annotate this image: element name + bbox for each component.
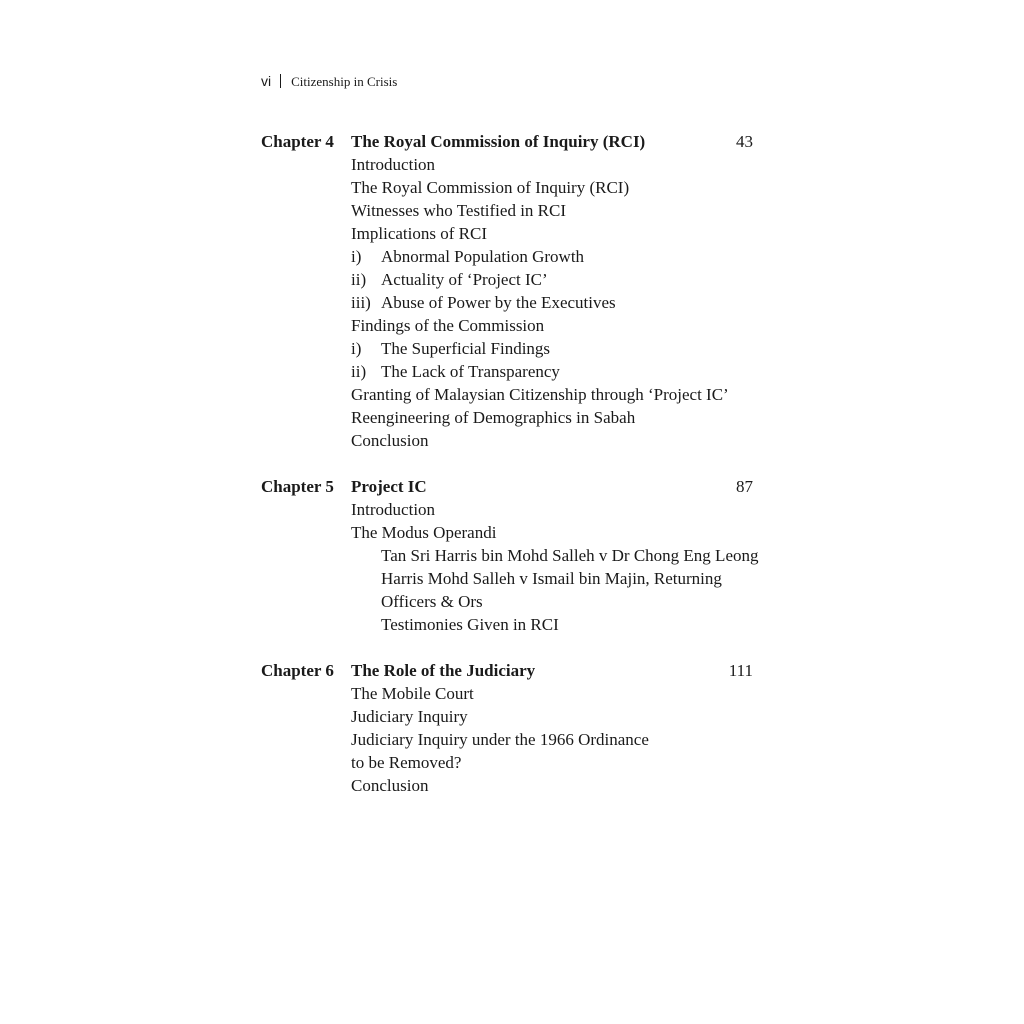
entry-text: Harris Mohd Salleh v Ismail bin Majin, Returning bbox=[381, 569, 722, 588]
chapter-page-number: 87 bbox=[736, 477, 753, 496]
entry-text: Testimonies Given in RCI bbox=[381, 615, 559, 634]
header-divider bbox=[280, 74, 281, 88]
toc-subentry bbox=[261, 360, 761, 383]
toc-entry bbox=[261, 774, 761, 797]
running-head bbox=[261, 72, 397, 91]
entry-text: The Royal Commission of Inquiry (RCI) bbox=[351, 178, 630, 197]
toc-entry bbox=[261, 521, 761, 544]
chapter-5 bbox=[261, 475, 761, 636]
toc-entry bbox=[261, 314, 761, 337]
toc-entry bbox=[261, 176, 761, 199]
entry-text: Reengineering of Demographics in Sabah bbox=[351, 408, 636, 427]
entry-text: Implications of RCI bbox=[351, 224, 487, 243]
chapter-6 bbox=[261, 659, 761, 797]
entry-text: Abnormal Population Growth bbox=[381, 247, 585, 266]
entry-numeral: iii) bbox=[351, 293, 371, 312]
entry-text: Judiciary Inquiry under the 1966 Ordinance bbox=[351, 730, 649, 749]
entry-text: Actuality of ‘Project IC’ bbox=[381, 270, 548, 289]
entry-text: Abuse of Power by the Executives bbox=[381, 293, 616, 312]
toc-subentry bbox=[261, 567, 761, 590]
toc-entry bbox=[261, 751, 761, 774]
toc-subentry bbox=[261, 245, 761, 268]
toc-entry bbox=[261, 222, 761, 245]
chapter-page-number: 43 bbox=[736, 132, 753, 151]
entry-numeral: i) bbox=[351, 247, 362, 266]
entry-text: Introduction bbox=[351, 155, 436, 174]
chapter-label: Chapter 4 bbox=[261, 132, 334, 151]
toc-subentry bbox=[261, 544, 761, 567]
entry-text: Conclusion bbox=[351, 431, 429, 450]
toc-entry bbox=[261, 498, 761, 521]
entry-text: Introduction bbox=[351, 500, 436, 519]
entry-text: Granting of Malaysian Citizenship through ‘Project IC’ bbox=[351, 385, 729, 404]
book-title: Citizenship in Crisis bbox=[291, 74, 398, 89]
toc-entry bbox=[261, 199, 761, 222]
chapter-heading bbox=[261, 475, 761, 498]
toc-subentry bbox=[261, 590, 761, 613]
toc-entry bbox=[261, 682, 761, 705]
toc-subentry bbox=[261, 613, 761, 636]
entry-numeral: ii) bbox=[351, 362, 367, 381]
entry-text: The Modus Operandi bbox=[351, 523, 497, 542]
entry-text: The Lack of Transparency bbox=[381, 362, 560, 381]
chapter-label: Chapter 6 bbox=[261, 661, 334, 680]
chapter-4 bbox=[261, 130, 761, 452]
chapter-title: Project IC bbox=[351, 477, 427, 496]
entry-text: Findings of the Commission bbox=[351, 316, 545, 335]
toc-subentry bbox=[261, 337, 761, 360]
entry-text: Tan Sri Harris bin Mohd Salleh v Dr Chong Eng Leong bbox=[381, 546, 759, 565]
toc-subentry bbox=[261, 291, 761, 314]
toc-entry bbox=[261, 705, 761, 728]
chapter-heading bbox=[261, 659, 761, 682]
table-of-contents bbox=[261, 130, 761, 820]
entry-text: Officers & Ors bbox=[381, 592, 483, 611]
chapter-page-number: 111 bbox=[728, 661, 753, 680]
chapter-title: The Royal Commission of Inquiry (RCI) bbox=[351, 132, 646, 151]
toc-entry bbox=[261, 153, 761, 176]
entry-text: Witnesses who Testified in RCI bbox=[351, 201, 567, 220]
chapter-heading bbox=[261, 130, 761, 153]
chapter-label: Chapter 5 bbox=[261, 477, 334, 496]
page-number: vi bbox=[261, 73, 272, 89]
entry-numeral: ii) bbox=[351, 270, 367, 289]
entry-text: to be Removed? bbox=[351, 753, 462, 772]
entry-text: Judiciary Inquiry bbox=[351, 707, 468, 726]
toc-entry bbox=[261, 383, 761, 406]
chapter-title: The Role of the Judiciary bbox=[351, 661, 536, 680]
entry-text: The Mobile Court bbox=[351, 684, 474, 703]
entry-text: The Superficial Findings bbox=[381, 339, 551, 358]
toc-entry bbox=[261, 728, 761, 751]
toc-entry bbox=[261, 406, 761, 429]
toc-subentry bbox=[261, 268, 761, 291]
entry-text: Conclusion bbox=[351, 776, 429, 795]
toc-entry bbox=[261, 429, 761, 452]
entry-numeral: i) bbox=[351, 339, 362, 358]
